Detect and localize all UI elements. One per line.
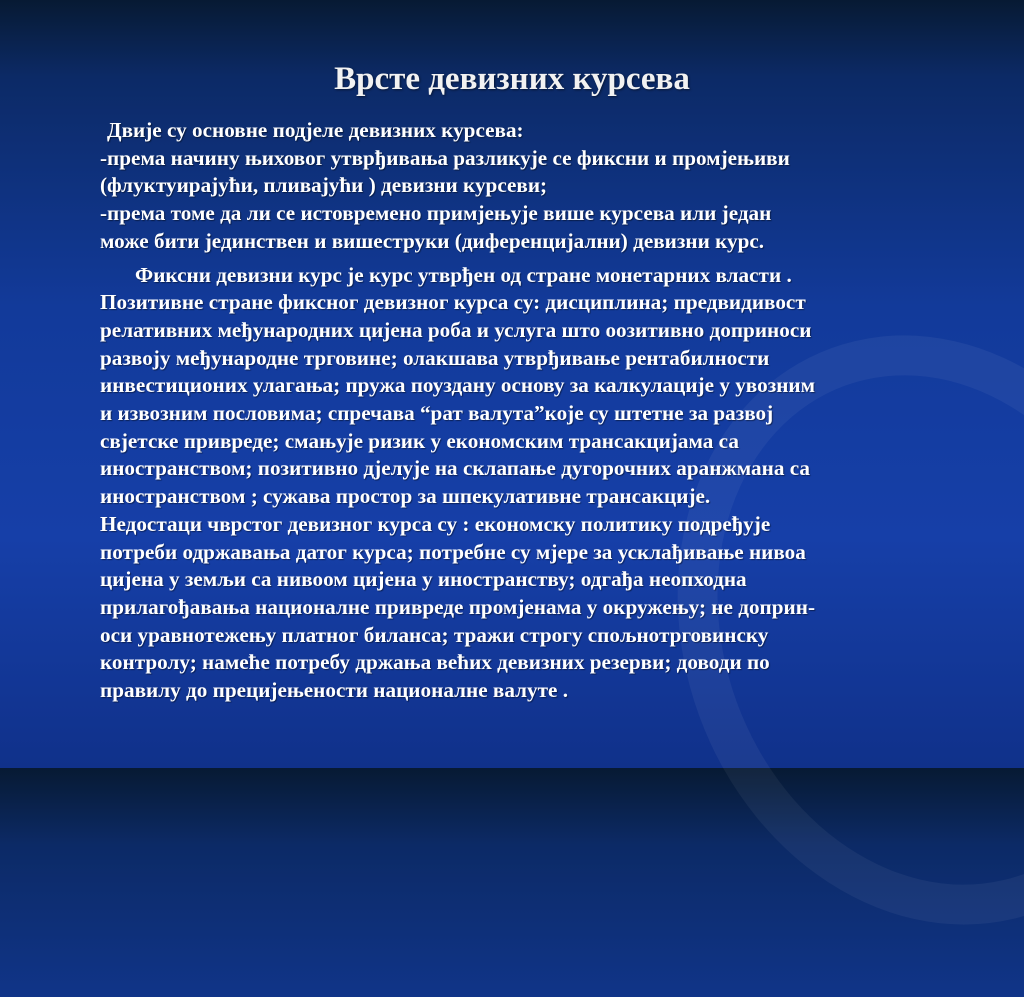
slide-body — [100, 117, 970, 705]
fixed-rate-line: потреби одржавања датог курса; потребне су мјере за усклађивање нивоа — [100, 539, 806, 564]
slide-title: Врсте девизних курсева — [334, 61, 690, 97]
fixed-rate-line: свјетске привреде; смањује ризик у економским трансакцијама са — [100, 428, 739, 453]
fixed-rate-line: развоју међународне трговине; олакшава утврђивање рентабилности — [100, 345, 770, 370]
fixed-rate-line: правилу до прецијењености националне валуте . — [100, 678, 568, 703]
fixed-rate-line: релативних међународних цијена роба и услуга што оозитивно доприноси — [100, 317, 812, 342]
intro-line: -према начину њиховог утврђивања разликује се фиксни и промјењиви — [100, 145, 790, 170]
fixed-rate-line: цијена у земљи са нивоом цијена у иностранству; одгађа неопходна — [100, 567, 747, 592]
fixed-rate-line: оси уравнотежењу платног биланса; тражи строгу спољнотрговинску — [100, 622, 769, 647]
fixed-rate-line: иностранством; позитивно дјелује на склапање дугорочних аранжмана са — [100, 456, 810, 481]
fixed-rate-line: и извозним пословима; спречава “рат валута”које су штетне за развој — [100, 401, 774, 426]
fixed-rate-line: Фиксни девизни курс је курс утврђен од стране монетарних власти . — [135, 262, 792, 287]
fixed-rate-line: инвестиционих улагања; пружа поуздану основу за калкулације у увозним — [100, 373, 816, 398]
intro-line: може бити јединствен и вишеструки (диференцијални) девизни курс. — [100, 228, 765, 253]
intro-line: Двије су основне подјеле девизних курсева: — [107, 118, 524, 142]
intro-line: -према томе да ли се истовремено примјењује више курсева или један — [100, 201, 772, 226]
intro-line: (флуктуирајући, пливајући ) девизни курсеви; — [100, 173, 548, 198]
fixed-rate-line: Недостаци чврстог девизног курса су : економску политику подређује — [100, 511, 771, 536]
fixed-rate-line: прилагођавања националне привреде промјенама у окружењу; не доприн- — [100, 594, 815, 619]
fixed-rate-line: контролу; намеће потребу држања већих девизних резерви; доводи по — [100, 650, 770, 675]
fixed-rate-line: Позитивне стране фиксног девизног курса су: дисциплина; предвидивост — [100, 290, 806, 315]
fixed-rate-line: иностранством ; сужава простор за шпекулативне трансакције. — [100, 484, 711, 509]
